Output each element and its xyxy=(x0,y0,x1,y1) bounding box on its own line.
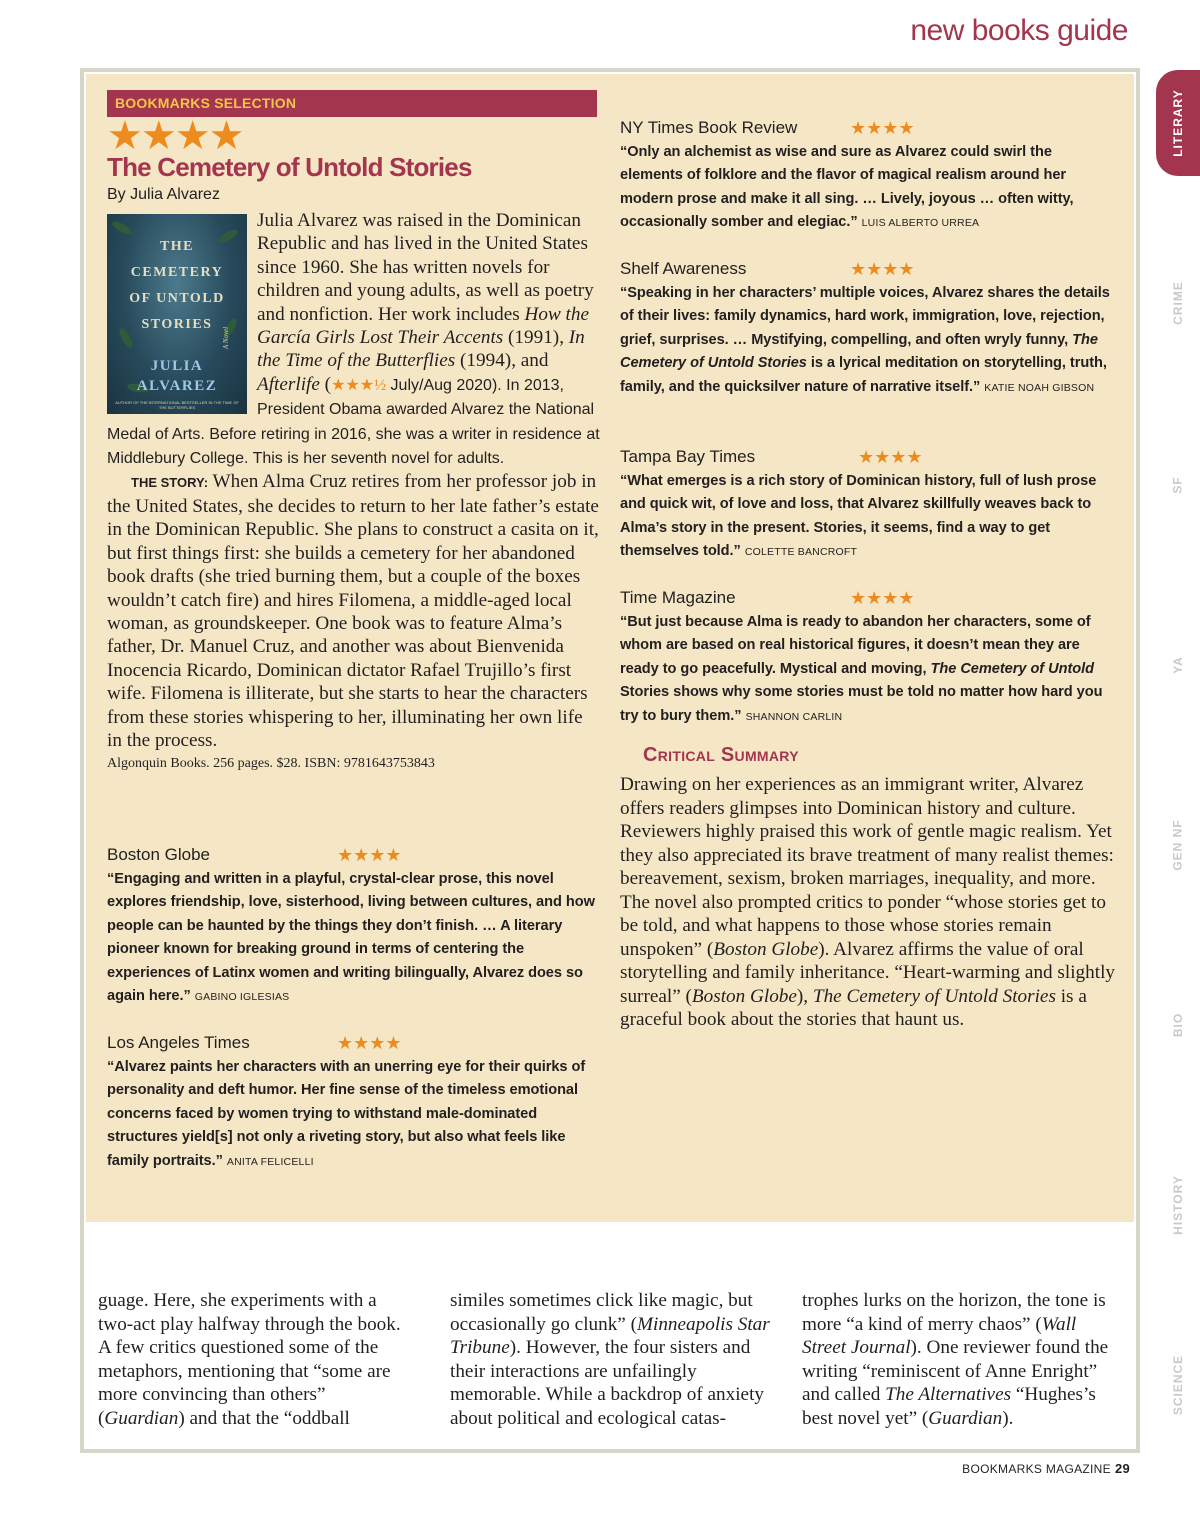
bottom-column-1: guage. Here, she experiments with a two-act play halfway through the book. A few critics questioned some of the metaphors, mentioning that “some are more convincing than others” (Guardian) and that the “oddball xyxy=(98,1290,401,1429)
critic-stars: ★★★★ xyxy=(858,446,923,467)
book-byline: By Julia Alvarez xyxy=(107,186,220,203)
critic-quote: “But just because Alma is ready to abandon her characters, some of whom are based on real historical figures, it doesn’t mean they are ready to go peacefully. Mystical and moving, The Cemetery of Untold Stories shows why some stories must be told no matter how hard you try to bury them.” SHANNON CARLIN xyxy=(620,614,1103,724)
critic-stars: ★★★★ xyxy=(337,1032,402,1053)
critic-review-time-magazine xyxy=(620,587,1115,729)
author-bio: Julia Alvarez was raised in the Dominican Republic and has lived in the United States since 1960. She has written novels for children and young adults, as well as poetry and nonfiction. Her work includes How the García Girls Lost Their Accents (1991), In the Time of the Butterflies (1994), and Afterlife (★★★½ July/Aug 2020). In 2013, President Obama awarded Alvarez the National Medal of Arts. Before retiring in 2016, she was a writer in residence at Middlebury College. This is her seventh novel for adults. xyxy=(107,210,600,468)
bottom-column-3: trophes lurks on the horizon, the tone is more “a kind of merry chaos” (Wall Street Journal). One reviewer found the writing “reminiscent of Anne Enright” and called The Alternatives “Hughes’s best novel yet” (Guardian). xyxy=(802,1290,1109,1429)
tab-science[interactable]: SCIENCE xyxy=(1171,1354,1185,1416)
tab-history[interactable]: HISTORY xyxy=(1171,1175,1185,1235)
story-summary: THE STORY: When Alma Cruz retires from her professor job in the United States, she decides to return to her late father’s estate in the Dominican Republic. She plans to construct a casita on it, but first things first: she builds a cemetery for her abandoned book drafts (she tried burning them, but a couple of the boxes wouldn’t catch fire) and hires Filomena, a middle-aged local woman, as groundskeeper. One book was to feature Alma’s father, Dr. Manuel Cruz, and another was about Bienvenida Inocencia Ricardo, Dominican dictator Rafael Trujillo’s first wife. Filomena is illiterate, but she starts to hear the characters from these stories whispering to her, illuminating her own life in the process. xyxy=(107,471,599,751)
critic-quote: “Speaking in her characters’ multiple voices, Alvarez shares the details of their lives: family dynamics, hard work, immigration, love, rejection, grief, surprises. … Mystifying, compelling, and often wryly funny, The Cemetery of Untold Stories is a lyrical meditation on storytelling, truth, family, and the quicksilver nature of narrative itself.” KATIE NOAH GIBSON xyxy=(620,285,1110,395)
cover-novel-label: A Novel xyxy=(221,326,230,350)
critic-outlet: Tampa Bay Times xyxy=(620,447,756,466)
bottom-column-2: similes sometimes click like magic, but occasionally go clunk” (Minneapolis Star Tribune). However, the four sisters and their interactions are unfailingly memorable. While a backdrop of anxiety about political and ecological catas- xyxy=(450,1290,770,1429)
afterlife-stars: ★★★½ xyxy=(331,376,387,394)
critic-outlet: NY Times Book Review xyxy=(620,118,798,137)
critic-quote: “Engaging and written in a playful, crystal-clear prose, this novel explores friendship, love, sisterhood, living between cultures, and how people can be haunted by the things they don’t finish. … A literary pioneer known for breaking ground in terms of centering the experiences of Latinx women and writing bilingually, Alvarez does so again here.” GABINO IGLESIAS xyxy=(107,871,595,1005)
critic-reviewer: SHANNON CARLIN xyxy=(745,710,843,723)
cover-title: THE CEMETERY OF UNTOLD STORIES xyxy=(129,239,225,332)
book-title: The Cemetery of Untold Stories xyxy=(107,152,472,182)
critic-review-tampa-bay-times xyxy=(620,446,1115,565)
critic-stars: ★★★★ xyxy=(850,587,915,608)
critic-review-boston-globe xyxy=(107,844,597,1009)
tab-literary[interactable]: LITERARY xyxy=(1156,70,1200,176)
critic-stars: ★★★★ xyxy=(850,258,915,279)
critic-outlet: Los Angeles Times xyxy=(107,1033,250,1052)
critic-stars: ★★★★ xyxy=(850,117,915,138)
cover-blurb: AUTHOR OF THE INTERNATIONAL BESTSELLER IN THE TIME OF THE BUTTERFLIES xyxy=(115,400,239,410)
critic-reviewer: KATIE NOAH GIBSON xyxy=(984,381,1095,394)
critic-outlet: Boston Globe xyxy=(107,845,211,864)
tab-ya[interactable]: YA xyxy=(1170,656,1185,674)
publication-info: Algonquin Books. 256 pages. $28. ISBN: 9781643753843 xyxy=(107,756,435,772)
bookmarks-selection-banner: BOOKMARKS SELECTION xyxy=(107,90,597,117)
critic-quote: “Alvarez paints her characters with an unerring eye for their quirks of personality and deft humor. Her fine sense of the timeless emotional concerns faced by women trying to withstand male-dominated structures yield[s] not only a riveting story, but also what feels like family portraits.” ANITA FELICELLI xyxy=(107,1059,586,1169)
tab-bio[interactable]: BIO xyxy=(1171,1012,1185,1038)
critical-summary-heading: Critical Summary xyxy=(643,744,799,766)
rating-stars: ★★★★ xyxy=(107,113,243,158)
tab-crime[interactable]: CRIME xyxy=(1170,281,1185,325)
critic-reviewer: COLETTE BANCROFT xyxy=(744,546,858,559)
tab-gen-nf[interactable]: GEN NF xyxy=(1171,819,1185,871)
critic-review-la-times xyxy=(107,1032,602,1174)
critical-summary-text: Drawing on her experiences as an immigrant writer, Alvarez offers readers glimpses into Dominican history and culture. Reviewers highly praised this work of gentle magic realism. Yet they also appreciated its brave treatment of many realist themes: bereavement, sexism, broken marriages, inequality, and more. The novel also prompted critics to ponder “whose stories get to be told, and what happens to those whose stories remain unspoken” (Boston Globe). Alvarez affirms the value of oral storytelling and family inheritance. “Heart-warming and slightly surreal” (Boston Globe), The Cemetery of Untold Stories is a graceful book about the stories that haunt us. xyxy=(620,774,1115,1030)
critic-outlet: Time Magazine xyxy=(620,588,736,607)
cover-author: JULIA ALVAREZ xyxy=(136,358,218,394)
critic-outlet: Shelf Awareness xyxy=(620,259,747,278)
section-title: new books guide xyxy=(910,14,1128,47)
critic-reviewer: LUIS ALBERTO URREA xyxy=(861,217,980,230)
critic-reviewer: GABINO IGLESIAS xyxy=(194,991,290,1004)
critic-stars: ★★★★ xyxy=(337,844,402,865)
critic-reviewer: ANITA FELICELLI xyxy=(226,1155,314,1168)
page-number: 29 xyxy=(1114,1461,1130,1476)
page-footer xyxy=(962,1461,1130,1476)
critic-quote: “Only an alchemist as wise and sure as Alvarez could swirl the elements of folklore and the flavor of magical realism around her modern prose and make it all sing. … Lively, joyous … often witty, occasionally somber and elegiac.” LUIS ALBERTO URREA xyxy=(620,144,1074,231)
section-tabs xyxy=(1156,70,1200,1450)
magazine-name: BOOKMARKS MAGAZINE xyxy=(962,1462,1111,1476)
tab-sf[interactable]: SF xyxy=(1171,476,1185,494)
critic-review-shelf-awareness xyxy=(620,258,1115,400)
critic-quote: “What emerges is a rich story of Dominican history, full of lush prose and quick wit, of love and loss, that Alvarez skillfully weaves back to Alma’s story in the present. Stories, it seems, find a way to get themselves told.” COLETTE BANCROFT xyxy=(620,473,1097,560)
book-description xyxy=(107,209,602,776)
cover-spacer xyxy=(107,209,257,407)
critic-review-ny-times xyxy=(620,117,1115,236)
